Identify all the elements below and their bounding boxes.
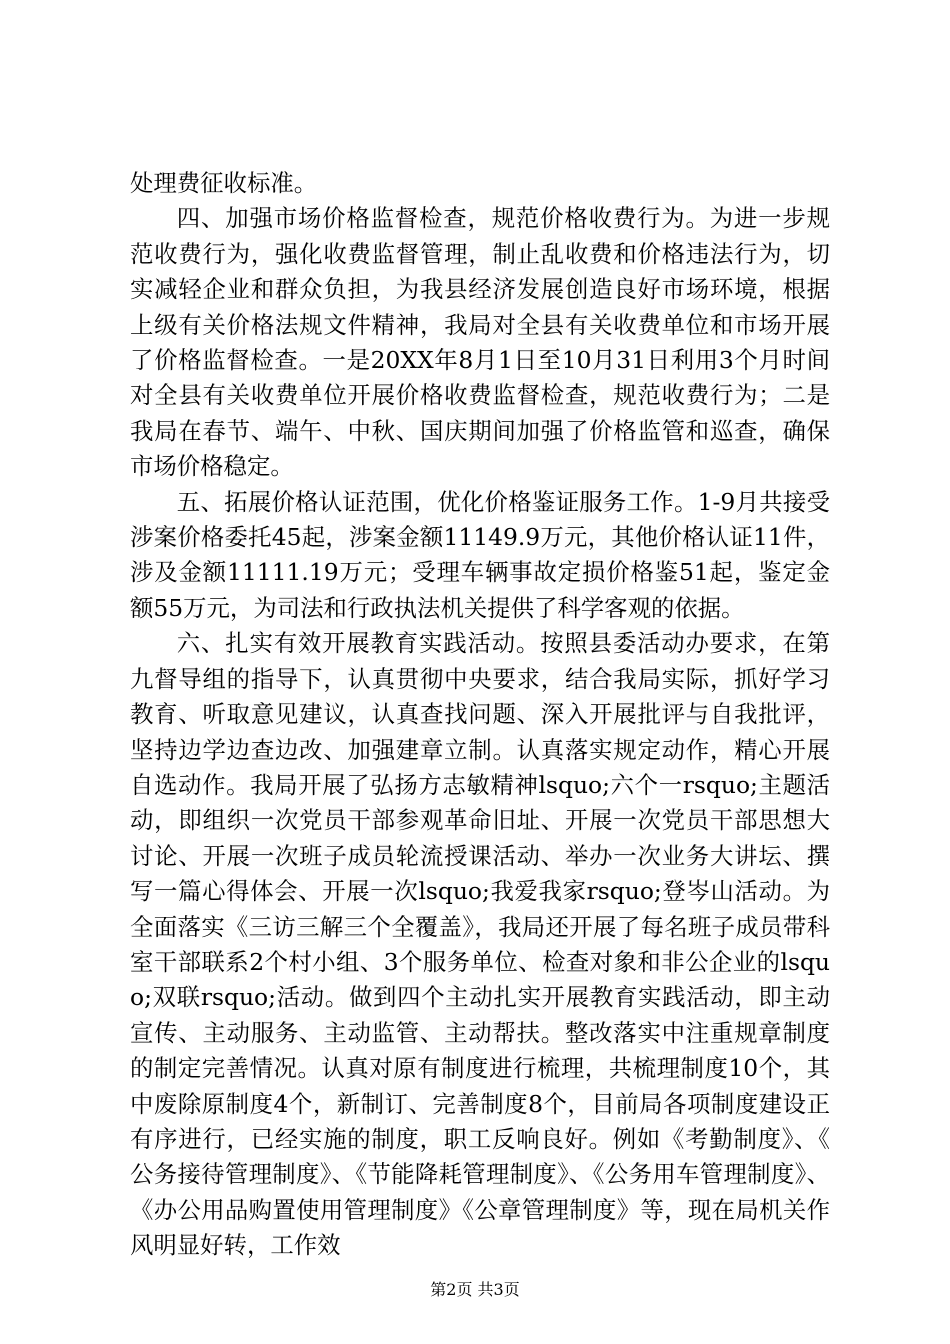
- document-body: [130, 166, 830, 1264]
- paragraph-education-practice: 六、扎实有效开展教育实践活动。按照县委活动办要求，在第九督导组的指导下，认真贯彻中央要求，结合我局实际，抓好学习教育、听取意见建议，认真查找问题、深入开展批评与自我批评，坚持边学边查边改、加强建章立制。认真落实规定动作，精心开展自选动作。我局开展了弘扬方志敏精神lsquo;六个一rsquo;主题活动，即组织一次党员干部参观革命旧址、开展一次党员干部思想大讨论、开展一次班子成员轮流授课活动、举办一次业务大讲坛、撰写一篇心得体会、开展一次lsquo;我爱我家rsquo;登岑山活动。为全面落实《三访三解三个全覆盖》，我局还开展了每名班子成员带科室干部联系2个村小组、3个服务单位、检查对象和非公企业的lsquo;双联rsquo;活动。做到四个主动扎实开展教育实践活动，即主动宣传、主动服务、主动监管、主动帮扶。整改落实中注重规章制度的制定完善情况。认真对原有制度进行梳理，共梳理制度10个，其中废除原制度4个，新制订、完善制度8个，目前局各项制度建设正有序进行，已经实施的制度，职工反响良好。例如《考勤制度》、《公务接待管理制度》、《节能降耗管理制度》、《公务用车管理制度》、《办公用品购置使用管理制度》《公章管理制度》等，现在局机关作风明显好转，工作效: [130, 629, 830, 1260]
- page-number-footer: 第2页 共3页: [430, 1280, 520, 1299]
- paragraph-market-price-inspection: 四、加强市场价格监督检查，规范价格收费行为。为进一步规范收费行为，强化收费监督管理，制止乱收费和价格违法行为，切实减轻企业和群众负担，为我县经济发展创造良好市场环境，根据上级有关价格法规文件精神，我局对全县有关收费单位和市场开展了价格监督检查。一是20XX年8月1日至10月31日利用3个月时间对全县有关收费单位开展价格收费监督检查，规范收费行为；二是我局在春节、端午、中秋、国庆期间加强了价格监管和巡查，确保市场价格稳定。: [130, 204, 830, 481]
- paragraph-fee-standard-tail: 处理费征收标准。: [130, 169, 318, 197]
- paragraph-price-certification: 五、拓展价格认证范围，优化价格鉴证服务工作。1-9月共接受涉案价格委托45起，涉案金额11149.9万元，其他价格认证11件，涉及金额11111.19万元；受理车辆事故定损价格鉴51起，鉴定金额55万元，为司法和行政执法机关提供了科学客观的依据。: [130, 487, 830, 622]
